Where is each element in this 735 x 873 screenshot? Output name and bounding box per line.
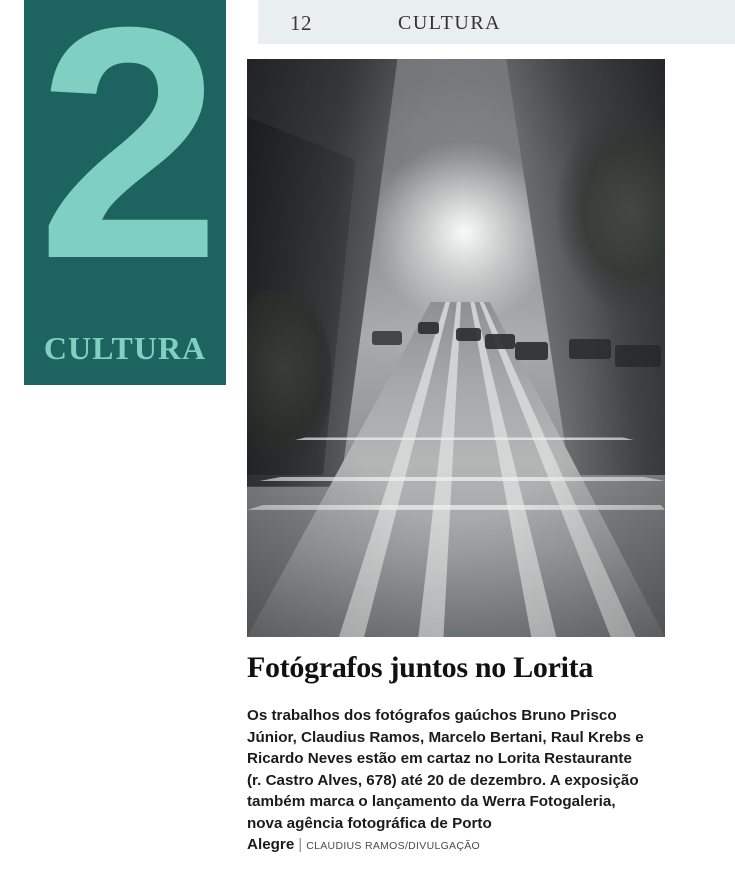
section-numeral: 2	[37, 0, 213, 327]
article-standfirst-text: Os trabalhos dos fotógrafos gaúchos Bruno Prisco Júnior, Claudius Ramos, Marcelo Bertani, Raul Krebs e Ricardo Neves estão em cartaz no Lorita Restaurante (r. Castro Alves, 678) até 20 de dezembro. A exposição também marca o lançamento da Werra Fotogaleria, nova agência fotográfica de Porto Alegre	[247, 707, 644, 854]
credit-separator: |	[298, 836, 303, 854]
page-number: 12	[290, 11, 312, 35]
photo-vignette	[247, 59, 665, 637]
section-marker-block	[24, 0, 226, 385]
article	[247, 59, 665, 873]
photo-credit-wrap	[294, 836, 480, 853]
header-section-name: CULTURA	[398, 12, 502, 34]
article-headline: Fotógrafos juntos no Lorita	[247, 651, 594, 684]
section-label: CULTURA	[43, 330, 207, 366]
article-photo	[247, 59, 665, 637]
photo-credit: CLAUDIUS RAMOS/DIVULGAÇÃO	[306, 840, 481, 853]
article-standfirst	[247, 705, 647, 858]
